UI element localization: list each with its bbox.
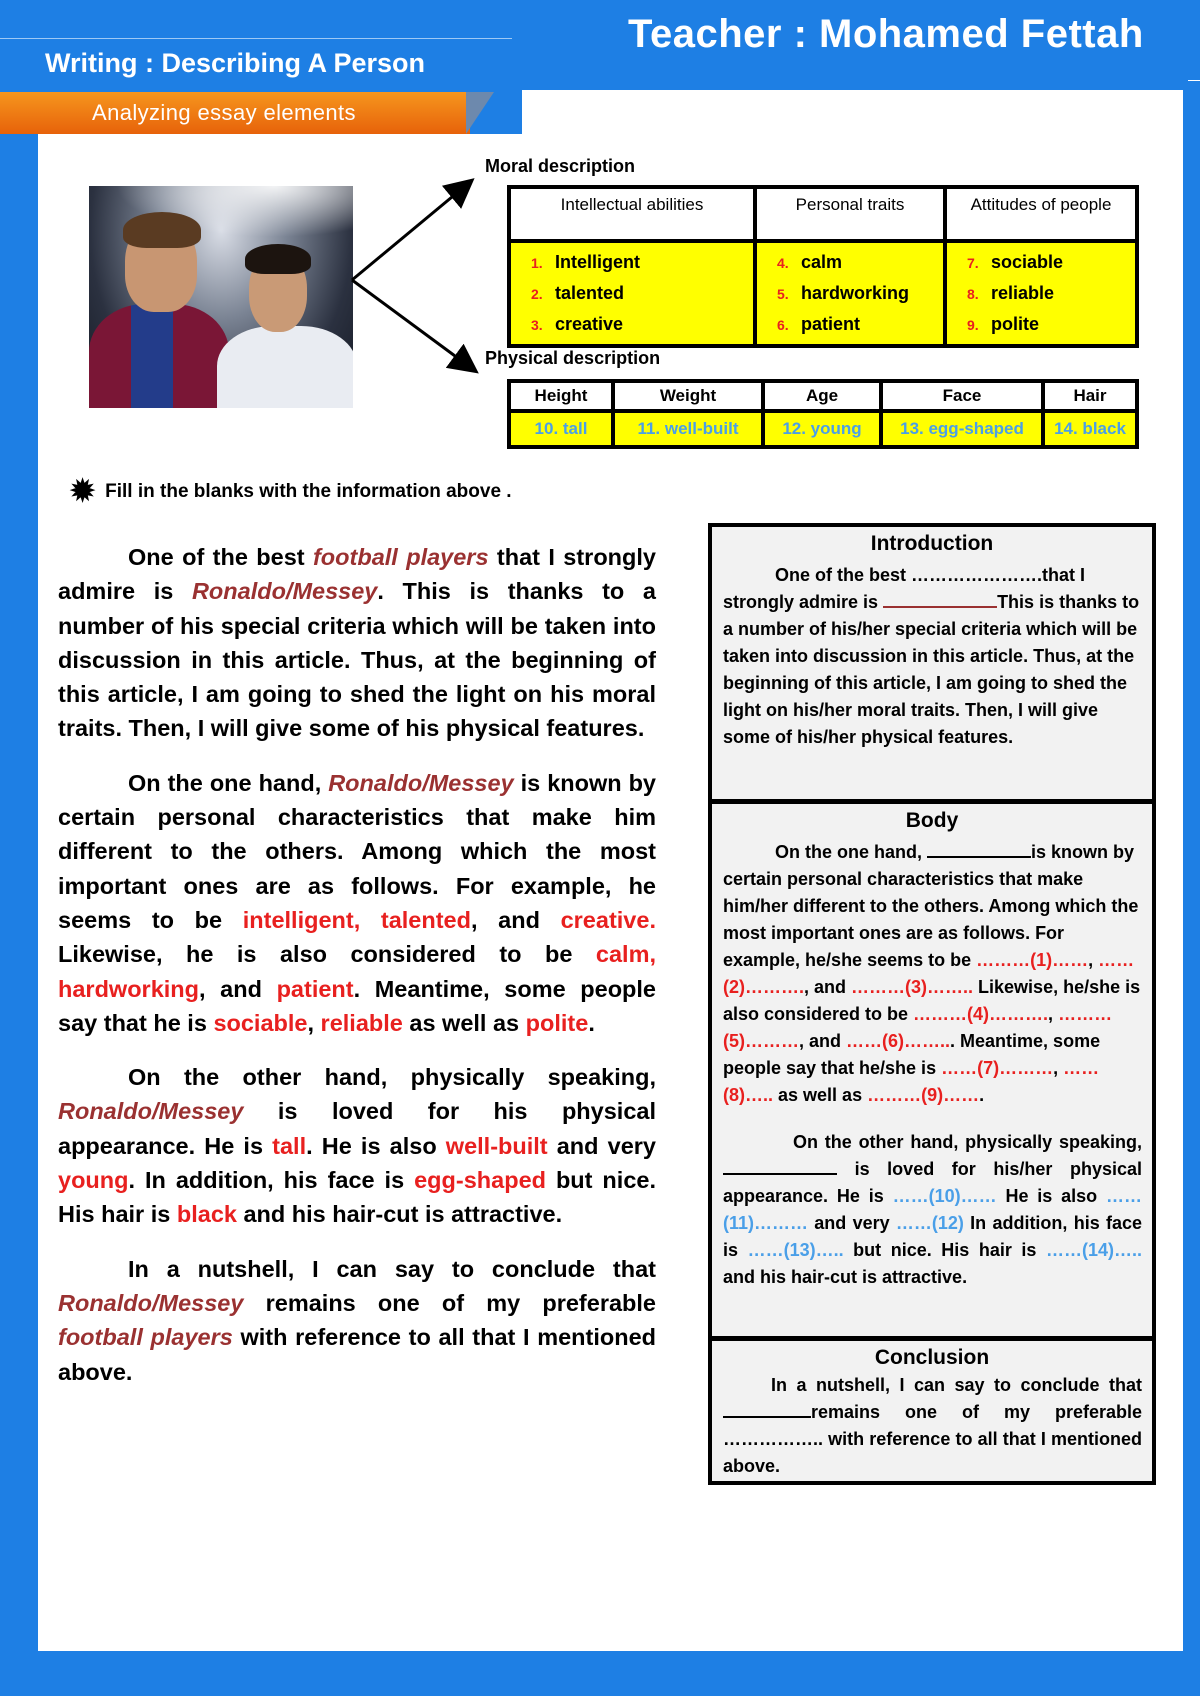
subtitle-band-tail	[466, 92, 494, 134]
arrow-down	[352, 280, 474, 370]
phys-header: Face	[881, 381, 1043, 411]
conclusion-box	[708, 1337, 1156, 1485]
trait-item: 4. calm	[777, 252, 843, 272]
blank-line[interactable]	[723, 1173, 837, 1175]
gear-star-icon: ✹	[70, 475, 96, 508]
phys-value: 10. tall	[509, 411, 613, 447]
blank-2[interactable]: ……(2)……….	[723, 950, 1135, 997]
trait-item: 6. patient	[777, 314, 861, 334]
essay-paragraph-intro: One of the best football players that I strongly admire is Ronaldo/Messey. This is thanks to a number of his special criteria which will be taken into discussion in this article. Thus, at the beginning of this article, I am going to shed the light on his moral traits. Then, I will give some of his physical features.	[58, 544, 656, 742]
phys-header: Age	[763, 381, 881, 411]
physical-table	[507, 379, 1139, 449]
moral-cell	[945, 241, 1137, 346]
phys-value: 12. young	[763, 411, 881, 447]
blank-12[interactable]: ……(12)	[895, 1213, 964, 1233]
page-top-extension	[522, 90, 1183, 136]
blank-6[interactable]: ……(6)……..	[846, 1031, 951, 1051]
blank-9[interactable]: ………(9)……	[867, 1085, 980, 1105]
body-box	[708, 800, 1156, 1340]
blank-4[interactable]: ………(4)……….	[913, 1004, 1049, 1024]
blank-11[interactable]: ……(11)………	[723, 1186, 1142, 1233]
player-right-shirt	[217, 326, 353, 408]
blank-3[interactable]: ………(3)……..	[851, 977, 974, 997]
subject-title: Writing : Describing A Person	[45, 48, 426, 78]
essay-paragraph-conclusion: In a nutshell, I can say to conclude that Ronaldo/Messey remains one of my preferable football players with reference to all that I mentioned above.	[58, 1255, 657, 1385]
phys-value: 14. black	[1043, 411, 1137, 447]
moral-col-title: Personal traits	[755, 187, 945, 241]
phys-value: 13. egg-shaped	[881, 411, 1043, 447]
trait-item: 1. Intelligent	[531, 252, 640, 272]
player-right-hair	[245, 244, 311, 274]
moral-label: Moral description	[485, 156, 636, 176]
blank-14[interactable]: ……(14)…..	[1046, 1240, 1143, 1260]
phys-header: Weight	[613, 381, 763, 411]
arrows-icon	[350, 170, 490, 380]
trait-item: 8. reliable	[967, 283, 1055, 303]
moral-col-title: Attitudes of people	[945, 187, 1137, 241]
player-left-shirt	[89, 304, 229, 408]
physical-label: Physical description	[485, 348, 661, 368]
moral-table	[507, 185, 1139, 348]
trait-item: 2. talented	[531, 283, 625, 303]
header-rule	[0, 38, 512, 39]
teacher-title: Teacher : Mohamed Fettah	[628, 12, 1144, 56]
essay-paragraph-moral: On the one hand, Ronaldo/Messey is known by certain personal characteristics that make him different to the others. Among which the most important ones are as follows. For example, he seems to be intelligent, talented, and creative. Likewise, he is also considered to be calm, hardworking, and patient. Meantime, some people say that he is sociable, reliable as well as polite.	[58, 769, 657, 1036]
blank-line[interactable]	[723, 1416, 811, 1418]
trait-item: 7. sociable	[967, 252, 1064, 272]
right-edge-line	[1188, 80, 1200, 81]
instruction: ✹ Fill in the blanks with the information above .	[70, 475, 512, 508]
moral-col-title: Intellectual abilities	[509, 187, 755, 241]
arrow-up	[352, 182, 470, 280]
player-left-hair	[123, 212, 201, 248]
introduction-title: Introduction	[870, 532, 994, 555]
introduction-box	[708, 523, 1156, 803]
body-text-moral: On the one hand, is known by certain personal characteristics that make him/her different to the others. Among which the most important ones are as follows. For example, he/she seems to be ………(1)……, ……(2)………., and ………(3)…….. Likewise, he/she is also considered to be ………(4)………., ………(5)………, and ……(6)……... Meantime, some people say that he/she is ……(7)………, ……(8)….. as well as ………(9)…….	[723, 842, 1141, 1105]
trait-item: 5. hardworking	[777, 283, 910, 303]
players-photo	[89, 186, 353, 408]
trait-item: 9. polite	[967, 314, 1039, 334]
blank-1[interactable]: ………(1)……	[976, 950, 1089, 970]
phys-value: 11. well-built	[613, 411, 763, 447]
blank-13[interactable]: ……(13)…..	[747, 1240, 844, 1260]
trait-item: 3. creative	[531, 314, 624, 334]
conclusion-text: In a nutshell, I can say to conclude that remains one of my preferable …………….. with reference to all that I mentioned above.	[723, 1375, 1142, 1476]
model-essay	[58, 540, 656, 1409]
phys-header: Height	[509, 381, 613, 411]
blank-10[interactable]: ……(10)……	[892, 1186, 997, 1206]
subtitle-text: Analyzing essay elements	[92, 100, 356, 125]
blank-line[interactable]	[927, 856, 1031, 858]
blank-5[interactable]: ………(5)………	[723, 1004, 1113, 1051]
introduction-text: One of the best ………………….that I strongly admire is This is thanks to a number of his/her special criteria which will be taken into discussion in this article. Thus, at the beginning of this article, I am going to shed the light on his/her moral traits. Then, I will give some of his/her physical features.	[723, 565, 1140, 747]
blank-line[interactable]	[883, 606, 997, 608]
blank-8[interactable]: ……(8)…..	[723, 1058, 1100, 1105]
moral-cell	[755, 241, 945, 346]
blank-7[interactable]: ……(7)………	[941, 1058, 1054, 1078]
essay-paragraph-physical: On the other hand, physically speaking, Ronaldo/Messey is loved for his physical appearance. He is tall. He is also well-built and very young. In addition, his face is egg-shaped but nice. His hair is black and his hair-cut is attractive.	[58, 1064, 656, 1228]
moral-cell	[509, 241, 755, 346]
body-text-physical: On the other hand, physically speaking, is loved for his/her physical appearance. He is ……(10)…… He is also ……(11)……… and very ……(12) In addition, his face is ……(13)….. but nice. His hair is ……(14)….. and his hair-cut is attractive.	[723, 1132, 1143, 1287]
phys-header: Hair	[1043, 381, 1137, 411]
conclusion-title: Conclusion	[874, 1346, 990, 1369]
body-title: Body	[905, 809, 959, 832]
